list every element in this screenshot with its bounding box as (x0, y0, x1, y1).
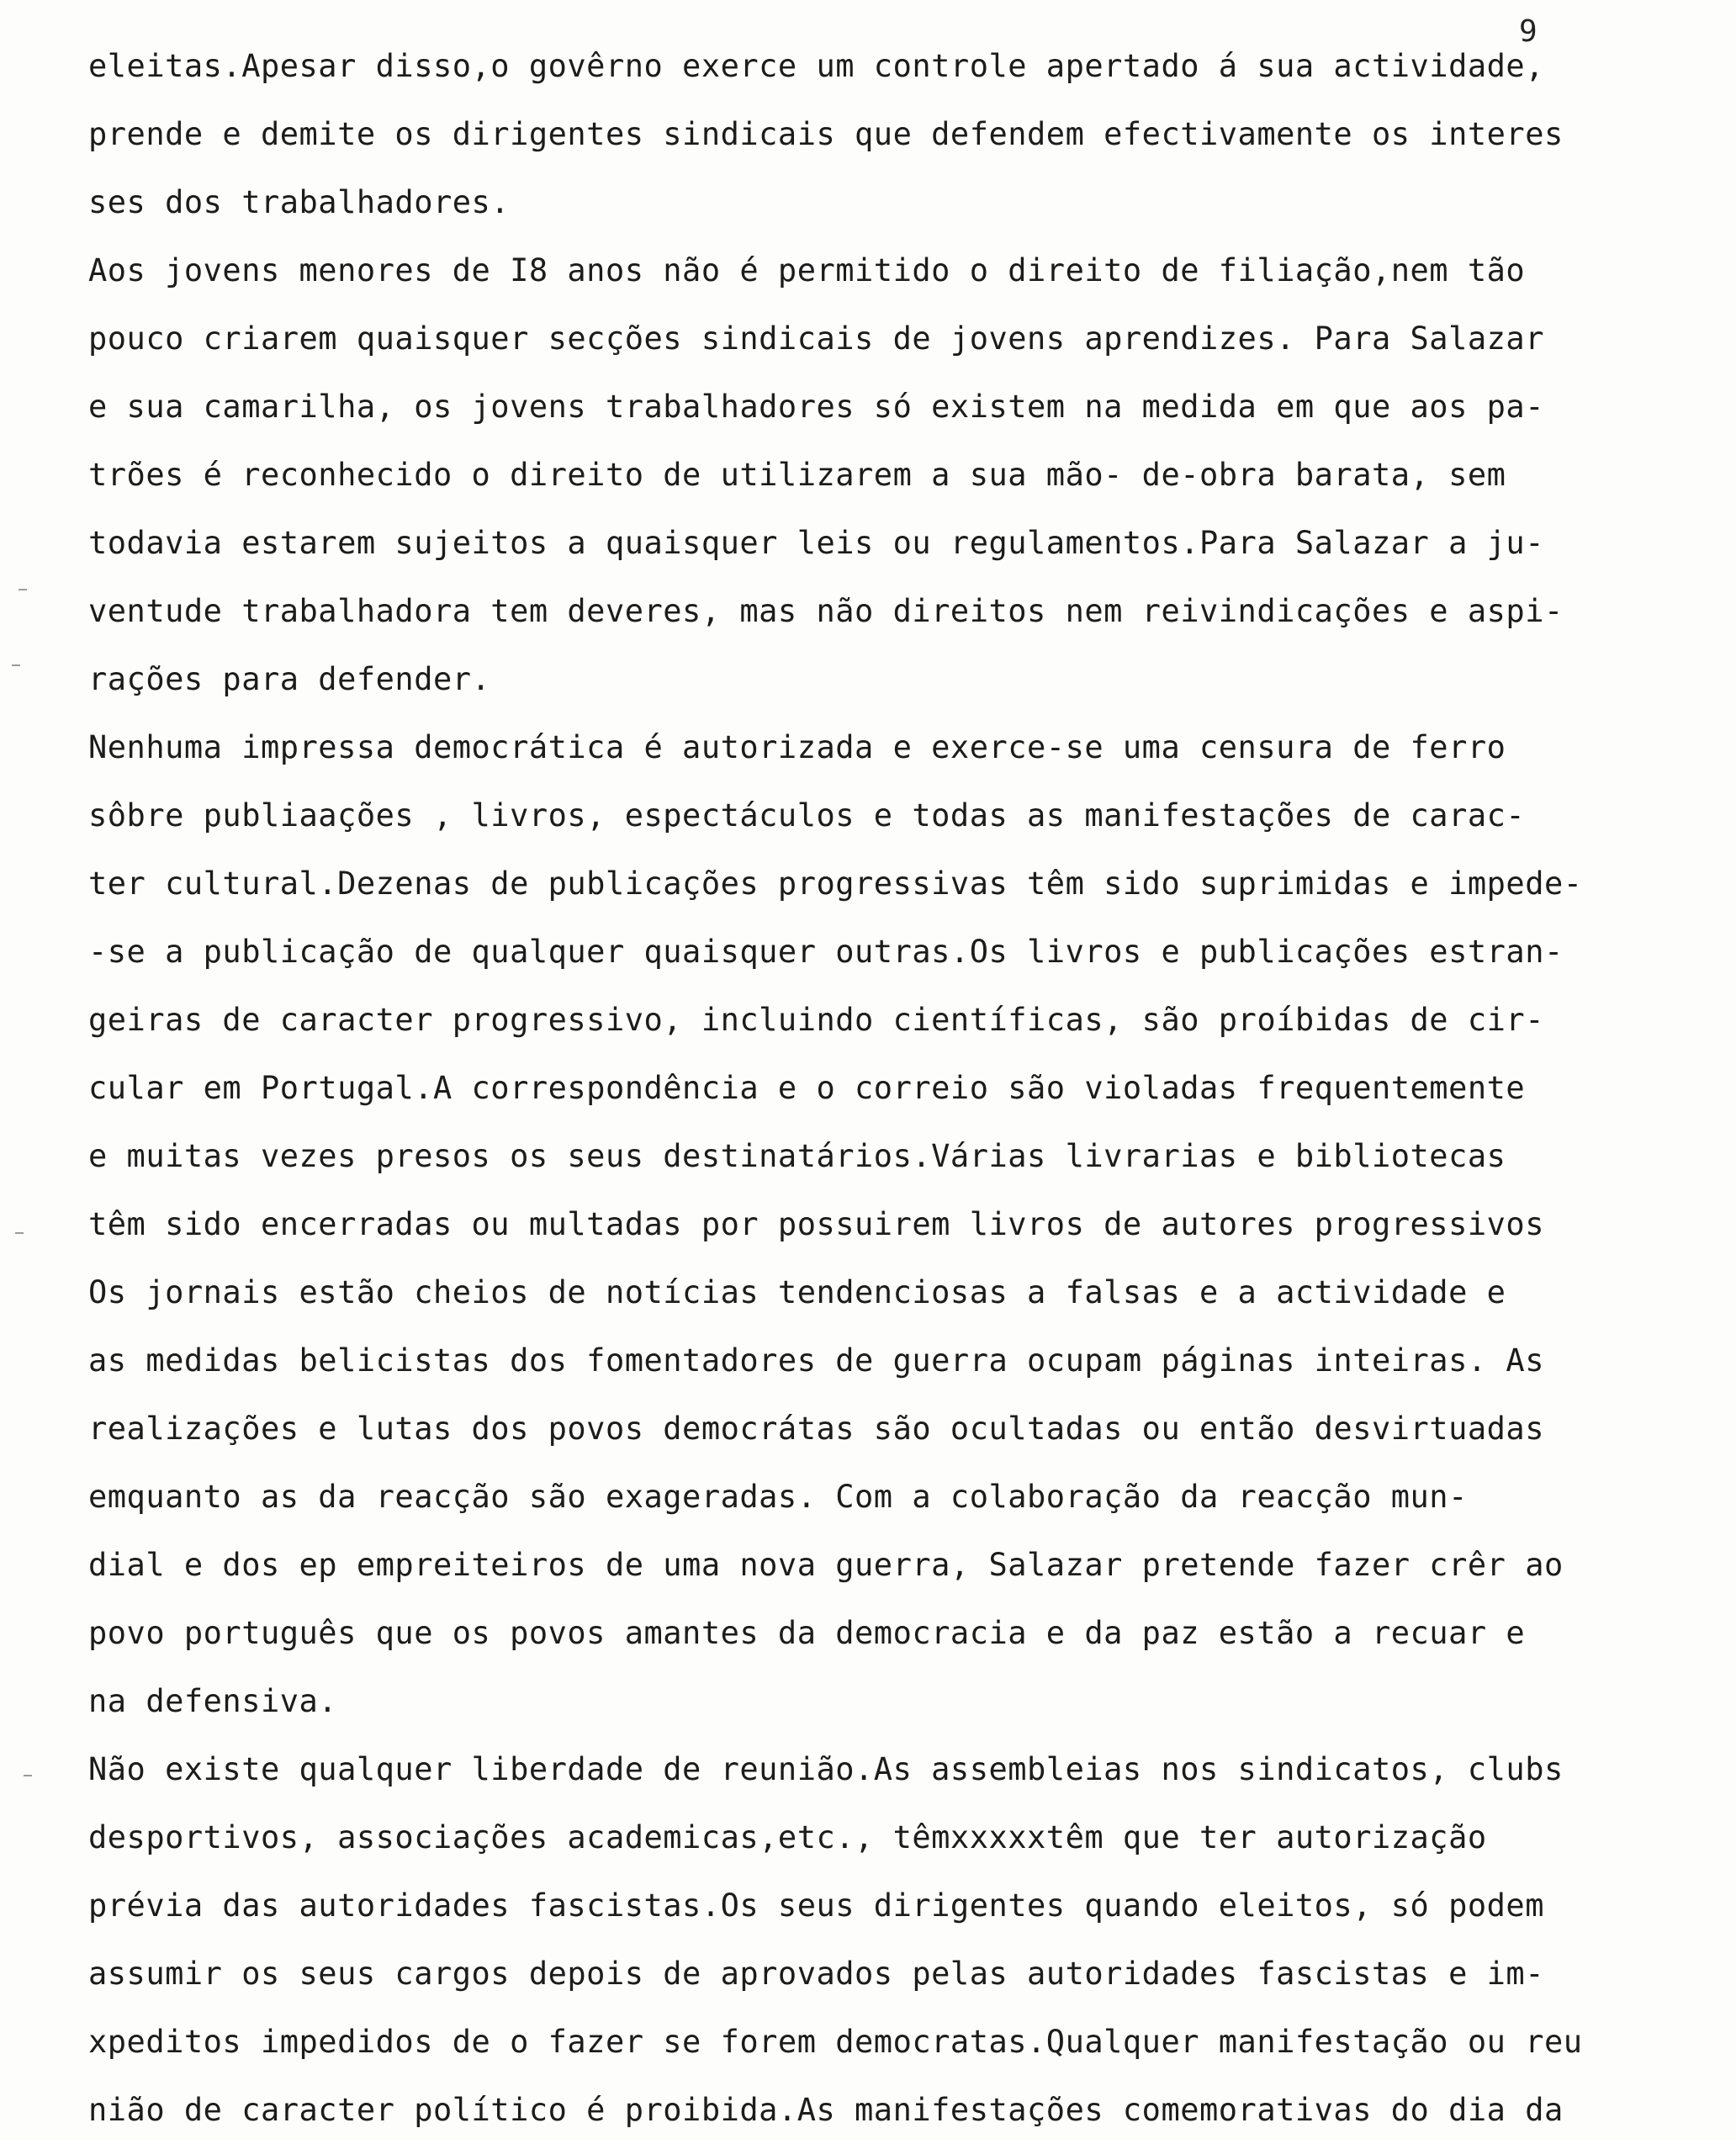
text-line: Os jornais estão cheios de notícias tendenciosas a falsas e a actividade e (88, 1274, 1506, 1310)
text-line: ter cultural.Dezenas de publicações progressivas têm sido suprimidas e impede- (88, 866, 1583, 902)
text-line: Não existe qualquer liberdade de reunião.As assembleias nos sindicatos, clubs (88, 1751, 1564, 1787)
text-line: ventude trabalhadora tem deveres, mas não direitos nem reivindicações e aspi- (88, 593, 1564, 629)
text-line: dial e dos ep empreiteiros de uma nova guerra, Salazar pretende fazer crêr ao (88, 1547, 1564, 1583)
text-line: rações para defender. (88, 661, 491, 697)
margin-tick (12, 664, 20, 666)
text-line: assumir os seus cargos depois de aprovados pelas autoridades fascistas e im- (88, 1956, 1544, 1992)
margin-tick (15, 1232, 24, 1234)
text-line: Aos jovens menores de I8 anos não é permitido o direito de filiação,nem tão (88, 252, 1526, 289)
text-line: realizações e lutas dos povos democrátas são ocultadas ou então desvirtuadas (88, 1411, 1544, 1447)
text-line: nião de caracter político é proibida.As manifestações comemorativas do dia da (88, 2092, 1564, 2128)
text-line: prévia das autoridades fascistas.Os seus dirigentes quando eleitos, só podem (88, 1887, 1544, 1924)
text-line: eleitas.Apesar disso,o govêrno exerce um controle apertado á sua actividade, (88, 48, 1544, 84)
text-line: trões é reconhecido o direito de utilizarem a sua mão- de-obra barata, sem (88, 457, 1506, 493)
text-line: ses dos trabalhadores. (88, 184, 511, 220)
text-line: têm sido encerradas ou multadas por possuirem livros de autores progressivos (88, 1206, 1544, 1242)
text-line: pouco criarem quaisquer secções sindicais de jovens aprendizes. Para Salazar (88, 320, 1544, 357)
text-line: sôbre publiaações , livros, espectáculos e todas as manifestações de carac- (88, 797, 1526, 834)
text-line: Nenhuma impressa democrática é autorizada e exerce-se uma censura de ferro (88, 729, 1506, 765)
text-line: e muitas vezes presos os seus destinatários.Várias livrarias e bibliotecas (88, 1138, 1506, 1174)
text-line: emquanto as da reacção são exageradas. Com a colaboração da reacção mun- (88, 1479, 1468, 1515)
page-number: 9 (1519, 14, 1538, 49)
text-line: cular em Portugal.A correspondência e o correio são violadas frequentemente (88, 1070, 1526, 1106)
body-text (88, 32, 1670, 2144)
text-line: geiras de caracter progressivo, incluindo científicas, são proíbidas de cir- (88, 1002, 1544, 1038)
text-line: xpeditos impedidos de o fazer se forem democratas.Qualquer manifestação ou reu (88, 2024, 1583, 2060)
text-line: e sua camarilha, os jovens trabalhadores só existem na medida em que aos pa- (88, 389, 1544, 425)
text-line: desportivos, associações academicas,etc., têmxxxxxtêm que ter autorização (88, 1819, 1487, 1855)
text-line: todavia estarem sujeitos a quaisquer leis ou regulamentos.Para Salazar a ju- (88, 525, 1544, 561)
text-line: prende e demite os dirigentes sindicais que defendem efectivamente os interes (88, 116, 1564, 152)
text-line: as medidas belicistas dos fomentadores de guerra ocupam páginas inteiras. As (88, 1342, 1544, 1379)
margin-tick (19, 589, 27, 590)
text-line: -se a publicação de qualquer quaisquer outras.Os livros e publicações estran- (88, 934, 1564, 970)
text-line: na defensiva. (88, 1683, 338, 1719)
text-line: povo português que os povos amantes da democracia e da paz estão a recuar e (88, 1615, 1526, 1651)
margin-tick (24, 1775, 32, 1776)
